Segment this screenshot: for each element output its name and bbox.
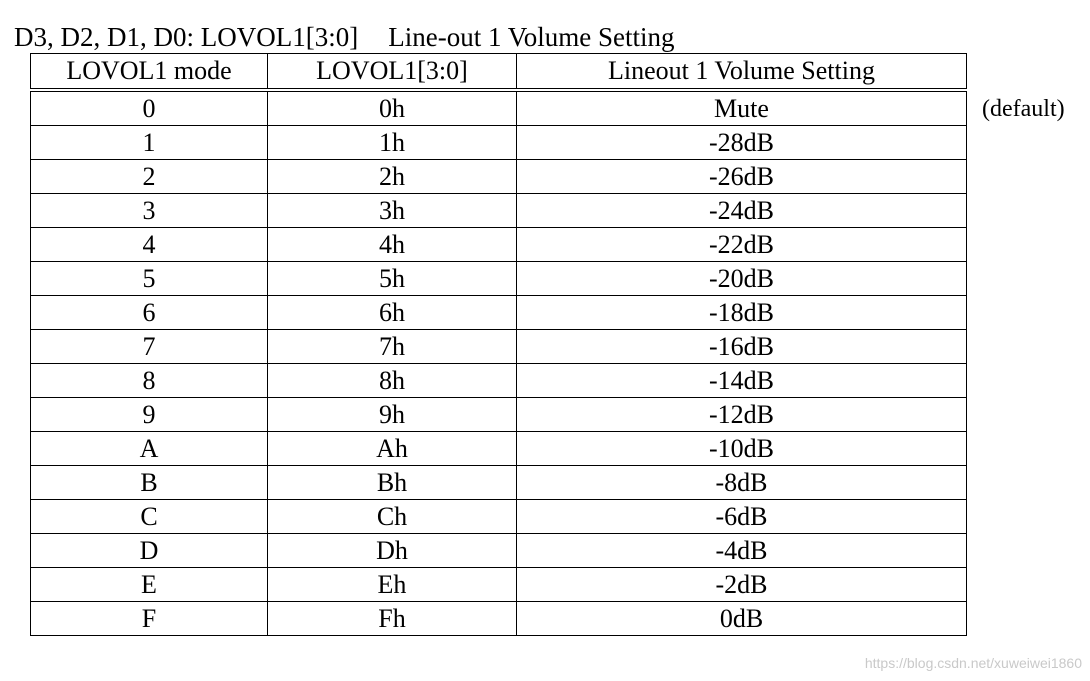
mode-cell: E [31,568,268,602]
code-cell: 7h [268,330,517,364]
mode-cell: 4 [31,228,268,262]
setting-cell: -28dB [517,126,967,160]
code-cell: 8h [268,364,517,398]
setting-cell: -14dB [517,364,967,398]
table-row [31,296,967,330]
code-cell: 1h [268,126,517,160]
setting-cell: -22dB [517,228,967,262]
code-cell: 5h [268,262,517,296]
code-cell: Ah [268,432,517,466]
mode-cell: C [31,500,268,534]
code-cell: 2h [268,160,517,194]
header-setting: Lineout 1 Volume Setting [517,54,967,91]
setting-cell: -10dB [517,432,967,466]
setting-cell: -8dB [517,466,967,500]
table-row [31,364,967,398]
setting-cell: -4dB [517,534,967,568]
table-row [31,602,967,636]
code-cell: Bh [268,466,517,500]
table-row [31,500,967,534]
mode-cell: 8 [31,364,268,398]
setting-cell: -16dB [517,330,967,364]
mode-cell: 1 [31,126,268,160]
register-heading [14,20,674,54]
table-row [31,262,967,296]
setting-cell: -20dB [517,262,967,296]
mode-cell: 2 [31,160,268,194]
table-row [31,534,967,568]
setting-cell: -2dB [517,568,967,602]
header-code: LOVOL1[3:0] [268,54,517,91]
setting-cell: Mute [517,90,967,126]
setting-cell: -24dB [517,194,967,228]
code-cell: Fh [268,602,517,636]
header-mode: LOVOL1 mode [31,54,268,91]
mode-cell: 7 [31,330,268,364]
mode-cell: 3 [31,194,268,228]
register-field-name: D3, D2, D1, D0: LOVOL1[3:0] [14,22,359,52]
setting-cell: -6dB [517,500,967,534]
table-row [31,90,967,126]
mode-cell: F [31,602,268,636]
setting-cell: -12dB [517,398,967,432]
mode-cell: 5 [31,262,268,296]
mode-cell: B [31,466,268,500]
code-cell: Dh [268,534,517,568]
setting-cell: -26dB [517,160,967,194]
setting-cell: 0dB [517,602,967,636]
register-description: Line-out 1 Volume Setting [388,22,675,52]
mode-cell: 9 [31,398,268,432]
table-row [31,194,967,228]
table-row [31,466,967,500]
setting-cell: -18dB [517,296,967,330]
table-row [31,160,967,194]
table-row [31,126,967,160]
code-cell: 3h [268,194,517,228]
mode-cell: 0 [31,90,268,126]
table-row [31,228,967,262]
table-row [31,568,967,602]
table-header-row [31,54,967,91]
code-cell: 4h [268,228,517,262]
code-cell: Eh [268,568,517,602]
watermark-url: https://blog.csdn.net/xuweiwei1860 [864,655,1082,671]
volume-setting-table [30,53,967,636]
table-row [31,398,967,432]
table-row [31,432,967,466]
default-annotation: (default) [982,96,1065,122]
code-cell: 0h [268,90,517,126]
mode-cell: D [31,534,268,568]
code-cell: 9h [268,398,517,432]
code-cell: 6h [268,296,517,330]
code-cell: Ch [268,500,517,534]
table-row [31,330,967,364]
mode-cell: A [31,432,268,466]
mode-cell: 6 [31,296,268,330]
